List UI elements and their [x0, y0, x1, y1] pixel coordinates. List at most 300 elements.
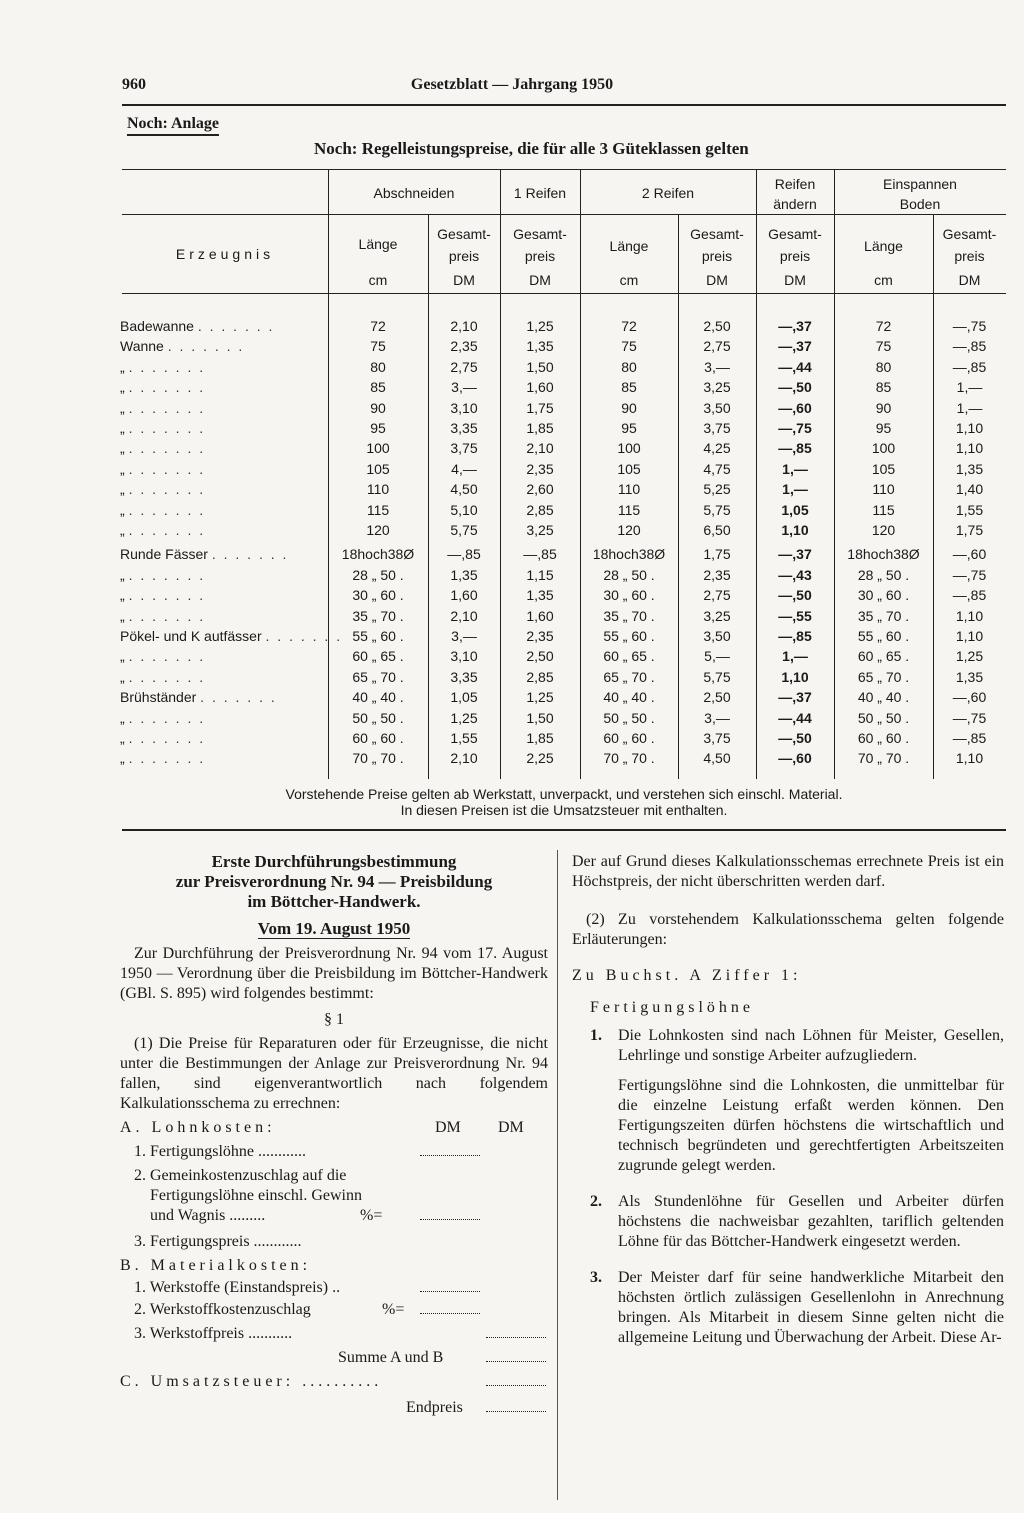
table-cell: 5,— [704, 648, 730, 665]
leader-dots: . . . . . . . [128, 481, 206, 498]
table-cell: —,37 [778, 689, 812, 706]
table-cell: 30 „ 60 . [352, 587, 404, 604]
table-cell: —,37 [778, 338, 812, 355]
table-cell: 95 [621, 420, 637, 436]
product-name: Runde Fässer [120, 546, 208, 563]
col-gesamtpreis-3 [678, 224, 756, 290]
table-cell: 65 „ 70 . [352, 668, 404, 685]
table-cell: 60 „ 60 . [857, 730, 910, 746]
table-cell: 2,50 [703, 318, 731, 334]
col-gesamtpreis-2 [500, 224, 580, 290]
header-rule [122, 104, 1006, 106]
table-cell: 65 „ 70 . [603, 668, 655, 685]
table-cell: 28 „ 50 . [857, 566, 910, 583]
table-cell: —,50 [778, 730, 812, 746]
calc-endpreis: Endpreis [406, 1399, 463, 1416]
leader-dots: . . . . . . . [128, 587, 206, 604]
leader-dots: . . . . . . . [265, 628, 343, 644]
table-cell: 70 „ 70 . [352, 750, 404, 767]
table-cell: 120 [366, 522, 390, 538]
calc-a3: 3. Fertigungspreis ............ [134, 1233, 302, 1250]
table-cell: 3,— [704, 709, 730, 726]
product-label [120, 379, 205, 395]
table-cell: 75 [370, 338, 386, 355]
hdr-dm: DM [529, 272, 551, 288]
table-cell: 3,35 [450, 668, 478, 685]
table-cell: 2,25 [526, 750, 554, 767]
fertigungsloehne-heading: Fertigungslöhne [590, 999, 754, 1016]
item-3-number: 3. [590, 1269, 602, 1286]
table-cell: 1,— [956, 379, 983, 396]
table-cell: 80 [875, 358, 892, 375]
leader-dots: . . . . . . . [211, 546, 289, 563]
product-label [120, 481, 205, 497]
table-cell: 1,25 [955, 648, 984, 665]
table-cell: 1,85 [526, 730, 554, 746]
product-label [120, 546, 288, 562]
table-cell: 1,05 [781, 501, 809, 518]
table-cell: 3,50 [703, 399, 731, 416]
table-cell: 110 [872, 481, 895, 498]
table-cell: 28 „ 50 . [352, 566, 404, 583]
table-cell: 1,— [956, 399, 983, 416]
product-name: „ [120, 730, 125, 746]
col-gesamtpreis-4 [756, 224, 834, 290]
leader-dots: . . . . . . . [128, 607, 206, 624]
hdr-gesamt: Gesamt- [942, 226, 997, 242]
calc-b2: 2. Werkstoffkostenzuschlag [134, 1301, 311, 1318]
item-2-text: Als Stundenlöhne für Gesellen und Arbeiter dürfen höchstens die nachweisbar gezahlten, tariflich geltenden Löhne für das Böttcher-Handwerk eingesetzt werden. [618, 1193, 1004, 1250]
table-cell: 40 „ 40 . [603, 689, 655, 706]
table-cell: 90 [875, 399, 892, 416]
table-cell: —,85 [952, 358, 987, 375]
product-name: „ [120, 399, 125, 416]
table-cell: 1,10 [955, 440, 984, 457]
paragraph-1: (1) Die Preise für Reparaturen oder für Erzeugnisse, die nicht unter die Bestimmungen der Anlage zur Preisverordnung Nr. 94 fallen, sind eigenverantwortlich nach folgendem Kalkulationsschema zu errechnen: [120, 1035, 548, 1112]
product-label [120, 750, 205, 766]
table-cell: —,60 [778, 750, 812, 767]
regulation-title [120, 852, 548, 912]
table-cell: 1,35 [526, 338, 554, 355]
product-label [120, 587, 205, 603]
table-cell: 2,35 [526, 460, 554, 477]
leader-dots: . . . . . . . [128, 460, 206, 477]
table-cell: 65 „ 70 . [857, 668, 910, 685]
table-cell: 1,60 [526, 379, 554, 396]
table-cell: —,37 [778, 318, 812, 334]
table-cell: 2,35 [450, 338, 478, 355]
table-cell: 72 [621, 318, 637, 334]
calc-a2-pct: %= [360, 1207, 383, 1224]
leader-dots: . . . . . . . [200, 689, 277, 706]
table-cell: 100 [366, 440, 390, 457]
right-column [572, 852, 1004, 1348]
leader-dots: . . . . . . . [128, 668, 206, 685]
table-cell: 30 „ 60 . [857, 587, 910, 604]
table-cell: 95 [370, 420, 386, 436]
product-label [120, 730, 205, 746]
product-name: „ [120, 750, 125, 767]
table-cell: 4,75 [703, 460, 731, 477]
table-cell: 1,55 [450, 730, 478, 746]
table-cell: 72 [875, 318, 892, 334]
calculation-scheme [120, 1114, 548, 1424]
hdr-gesamt: Gesamt- [690, 226, 744, 242]
regulation-date [120, 919, 548, 939]
hdr-preis: preis [701, 248, 733, 264]
table-top-rule [122, 169, 1006, 170]
table-cell: 60 „ 65 . [603, 648, 655, 665]
table-cell: 50 „ 50 . [857, 709, 910, 726]
calc-blank [420, 1279, 480, 1292]
leader-dots: . . . . . . . [128, 399, 206, 416]
leader-dots: . . . . . . . [128, 566, 206, 583]
table-cell: 2,85 [526, 501, 554, 518]
table-cell: —,37 [778, 546, 812, 563]
table-cell: 1,35 [955, 668, 984, 685]
table-cell: —,75 [952, 318, 987, 334]
section-separator [122, 829, 1006, 831]
table-cell: 60 „ 60 . [603, 730, 655, 746]
group-einspannen-line1: Einspannen [883, 176, 957, 192]
table-cell: 2,10 [450, 750, 478, 767]
table-cell: 60 „ 60 . [352, 730, 404, 746]
group-2-reifen: 2 Reifen [641, 185, 695, 201]
table-cell: 55 „ 60 . [352, 628, 404, 644]
table-cell: 85 [875, 379, 892, 396]
hdr-dm: DM [706, 272, 728, 288]
col-laenge-3: Länge [864, 238, 903, 254]
table-cell: —,50 [778, 379, 812, 396]
table-cell: 3,25 [703, 607, 731, 624]
item-1-number: 1. [590, 1027, 602, 1044]
table-cell: 120 [871, 522, 896, 538]
table-cell: 1,25 [526, 689, 554, 706]
col-erzeugnis: Erzeugnis [175, 246, 275, 262]
leader-dots: . . . . . . . [128, 648, 206, 665]
calc-b1: 1. Werkstoffe (Einstandspreis) .. [134, 1279, 341, 1296]
product-label [120, 318, 274, 334]
calc-blank [486, 1325, 546, 1338]
calc-blank [420, 1207, 480, 1220]
product-label [120, 502, 205, 518]
hdr-dm: DM [784, 272, 806, 288]
table-cell: 80 [621, 358, 637, 375]
product-label [120, 522, 205, 538]
product-label [120, 461, 205, 477]
table-group-rule [122, 214, 1006, 215]
group-reifen-aendern [756, 174, 834, 214]
table-cell: 1,60 [450, 587, 478, 604]
hdr-preis: preis [524, 248, 556, 264]
paragraph-sign: § 1 [324, 1011, 344, 1028]
table-cell: 3,50 [703, 628, 731, 644]
table-cell: —,85 [523, 546, 557, 563]
table-cell: 1,35 [450, 566, 478, 583]
calc-blank [486, 1349, 546, 1362]
leader-dots: . . . . . . . [128, 750, 206, 767]
calc-a-head: A. Lohnkosten: [120, 1119, 276, 1136]
right-paragraph-2: (2) Zu vorstehendem Kalkulationsschema gelten folgende Erläuterungen: [572, 911, 1004, 948]
product-name: Brühständer [120, 689, 197, 706]
calc-b-head: B. Materialkosten: [120, 1257, 312, 1274]
running-title: Gesetzblatt — Jahrgang 1950 [410, 76, 614, 93]
table-cell: 1,10 [781, 522, 809, 538]
item-1 [572, 1026, 1004, 1066]
calc-a2-2: Fertigungslöhne einschl. Gewinn [150, 1187, 362, 1204]
table-cell: 40 „ 40 . [352, 689, 404, 706]
product-name: „ [120, 420, 125, 436]
table-cell: 100 [871, 440, 896, 457]
table-cell: 2,60 [526, 481, 554, 498]
product-name: „ [120, 607, 125, 624]
table-cell: 55 „ 60 . [857, 628, 910, 644]
table-cell: 3,25 [703, 379, 731, 396]
table-cell: 6,50 [703, 522, 731, 538]
col-cm-3: cm [874, 272, 893, 288]
leader-dots: . . . . . . . [167, 338, 245, 355]
table-cell: 2,85 [526, 668, 554, 685]
table-header-rule [122, 293, 1006, 294]
table-cell: 55 „ 60 . [603, 628, 655, 644]
table-cell: 30 „ 60 . [603, 587, 655, 604]
calc-c-head: C. Umsatzsteuer: .......... [120, 1373, 383, 1390]
table-cell: 60 „ 65 . [857, 648, 910, 665]
table-cell: 3,35 [450, 420, 478, 436]
table-cell: 2,75 [703, 587, 731, 604]
table-cell: 35 „ 70 . [603, 607, 655, 624]
table-cell: 1,— [782, 460, 808, 477]
item-3 [572, 1268, 1004, 1348]
table-cell: 5,75 [450, 522, 478, 538]
table-cell: 1,75 [955, 522, 984, 538]
item-1-text: Die Lohnkosten sind nach Löhnen für Meister, Gesellen, Lehrlinge und sonstige Arbeiter aufzugliedern. [618, 1027, 1004, 1064]
table-cell: —,85 [952, 730, 987, 746]
table-cell: 1,25 [526, 318, 554, 334]
calc-blank [420, 1301, 480, 1314]
hdr-gesamt: Gesamt- [437, 226, 491, 242]
item-3-text: Der Meister darf für seine handwerkliche Mitarbeit den höchsten örtlich zulässigen Gesellenlohn in Anrechnung bringen. Als Mitarbeit in diesem Sinne gelten nicht die allgemeine Leitung und Überwachung der Arbeit. Diese Ar- [618, 1269, 1004, 1346]
table-cell: 5,25 [703, 481, 731, 498]
table-cell: —,50 [778, 587, 812, 604]
table-cell: 3,— [451, 628, 477, 644]
table-cell: 1,10 [955, 628, 984, 644]
table-cell: 3,— [451, 379, 477, 396]
table-cell: 70 „ 70 . [857, 750, 910, 767]
leader-dots: . . . . . . . [128, 440, 206, 457]
leader-dots: . . . . . . . [128, 358, 206, 375]
table-cell: 3,75 [703, 730, 731, 746]
leader-dots: . . . . . . . [128, 709, 206, 726]
table-cell: 3,75 [450, 440, 478, 457]
product-name: Pökel- und K autfässer [120, 628, 262, 644]
table-cell: 1,10 [955, 420, 984, 436]
product-name: „ [120, 648, 125, 665]
table-cell: 2,35 [703, 566, 731, 583]
leader-dots: . . . . . . . [128, 522, 206, 538]
table-cell: 115 [617, 501, 641, 518]
hdr-gesamt: Gesamt- [513, 226, 567, 242]
calc-b2-pct: %= [382, 1301, 405, 1318]
table-cell: 1,10 [955, 750, 984, 767]
table-cell: 110 [617, 481, 641, 498]
table-cell: 60 „ 65 . [352, 648, 404, 665]
table-cell: —,85 [447, 546, 481, 563]
left-column [120, 852, 548, 1424]
table-cell: 1,10 [781, 668, 809, 685]
calc-summe: Summe A und B [338, 1349, 444, 1366]
col-gesamtpreis-5 [933, 224, 1006, 290]
table-cell: 105 [617, 460, 641, 477]
table-cell: 100 [617, 440, 641, 457]
table-cell: —,75 [952, 566, 987, 583]
column-separator [557, 850, 558, 1500]
product-name: Wanne [120, 338, 164, 355]
table-cell: 35 „ 70 . [857, 607, 910, 624]
table-cell: 1,15 [526, 566, 554, 583]
leader-dots: . . . . . . . [128, 420, 206, 436]
page-number: 960 [122, 76, 146, 93]
group-einspannen-line2: Boden [899, 196, 941, 212]
table-cell: 120 [617, 522, 641, 538]
table-note-2: In diesen Preisen ist die Umsatzsteuer mit enthalten. [400, 802, 728, 818]
table-cell: 1,35 [955, 460, 984, 477]
table-cell: 40 „ 40 . [857, 689, 910, 706]
table-cell: 1,55 [955, 501, 984, 518]
col-laenge-2: Länge [609, 238, 649, 254]
product-label [120, 628, 342, 644]
table-cell: 3,10 [450, 399, 478, 416]
zu-buchst-heading: Zu Buchst. A Ziffer 1: [572, 967, 802, 984]
table-cell: 90 [621, 399, 637, 416]
group-reifen-aendern-line2: ändern [773, 196, 817, 212]
table-cell: 1,25 [450, 709, 478, 726]
hdr-preis: preis [448, 248, 480, 264]
table-cell: 95 [875, 420, 892, 436]
table-cell: 18hoch38Ø [592, 546, 666, 563]
hdr-gesamt: Gesamt- [768, 226, 822, 242]
title-line-3: im Böttcher-Handwerk. [247, 892, 421, 911]
right-paragraph-top: Der auf Grund dieses Kalkulationsschemas errechnete Preis ist ein Höchstpreis, der nicht überschritten werden darf. [572, 853, 1004, 890]
table-cell: —,60 [952, 689, 987, 706]
table-cell: 3,25 [526, 522, 554, 538]
intro-paragraph: Zur Durchführung der Preisverordnung Nr. 94 vom 17. August 1950 — Verordnung über die Preisbildung im Böttcher-Handwerk (GBl. S. 895) wird folgendes bestimmt: [120, 945, 548, 1002]
table-cell: 1,50 [526, 709, 554, 726]
item-1b [572, 1076, 1004, 1176]
product-name: „ [120, 460, 125, 477]
product-name: „ [120, 501, 125, 518]
calc-blank [486, 1373, 546, 1386]
table-cell: —,85 [778, 628, 812, 644]
table-cell: 1,10 [955, 607, 984, 624]
calc-dm-2: DM [498, 1119, 524, 1136]
title-line-1: Erste Durchführungsbestimmung [211, 852, 457, 871]
table-cell: 1,05 [450, 689, 478, 706]
item-1b-text: Fertigungslöhne sind die Lohnkosten, die unmittelbar für die einzelne Leistung erfaßt werden können. Den Fertigungszeiten dürfen höchstens die wirtschaftlich und technisch begründeten und gerechtfertigten Arbeitszeiten zugrunde gelegt werden. [618, 1077, 1004, 1174]
table-cell: —,55 [778, 607, 812, 624]
col-cm-2: cm [619, 272, 639, 288]
table-cell: 18hoch38Ø [847, 546, 920, 563]
noch-anlage-label: Noch: Anlage [127, 115, 219, 136]
calc-a2-1: 2. Gemeinkostenzuschlag auf die [134, 1167, 347, 1184]
table-cell: 115 [872, 501, 895, 518]
table-cell: —,75 [778, 420, 812, 436]
item-2-number: 2. [590, 1193, 602, 1210]
table-cell: 1,— [782, 648, 808, 665]
table-cell: 75 [621, 338, 637, 355]
product-name: „ [120, 358, 125, 375]
product-name: „ [120, 566, 125, 583]
table-cell: 18hoch38Ø [341, 546, 415, 563]
table-cell: 1,75 [703, 546, 731, 563]
table-cell: 85 [370, 379, 386, 396]
table-cell: 1,75 [526, 399, 554, 416]
table-cell: 3,— [704, 358, 730, 375]
table-cell: 5,75 [703, 501, 731, 518]
table-cell: 75 [875, 338, 892, 355]
table-cell: 4,50 [450, 481, 478, 498]
table-cell: 1,40 [955, 481, 984, 498]
table-cell: 1,60 [526, 607, 554, 624]
calc-a1: 1. Fertigungslöhne ............ [134, 1143, 306, 1160]
table-title: Noch: Regelleistungspreise, die für alle 3 Güteklassen gelten [314, 139, 749, 158]
table-cell: 3,10 [450, 648, 478, 665]
table-note-1: Vorstehende Preise gelten ab Werkstatt, unverpackt, und verstehen sich einschl. Material. [285, 786, 843, 802]
table-cell: 70 „ 70 . [603, 750, 655, 767]
product-label [120, 710, 205, 726]
leader-dots: . . . . . . . [128, 379, 206, 396]
product-label [120, 359, 205, 375]
group-reifen-aendern-line1: Reifen [774, 176, 816, 192]
leader-dots: . . . . . . . [128, 730, 206, 746]
hdr-preis: preis [779, 248, 811, 264]
product-name: „ [120, 709, 125, 726]
hdr-dm: DM [453, 272, 475, 288]
product-name: „ [120, 587, 125, 604]
table-cell: 110 [366, 481, 390, 498]
calc-b3: 3. Werkstoffpreis ........... [134, 1325, 293, 1342]
table-cell: 1,85 [526, 420, 554, 436]
table-cell: 2,35 [526, 628, 554, 644]
table-cell: 4,50 [703, 750, 731, 767]
product-label [120, 567, 205, 583]
hdr-dm: DM [958, 272, 981, 288]
table-cell: 4,— [451, 460, 477, 477]
table-cell: 2,10 [450, 318, 478, 334]
table-cell: 28 „ 50 . [603, 566, 655, 583]
col-cm-1: cm [368, 272, 388, 288]
product-name: „ [120, 481, 125, 498]
product-label [120, 420, 205, 436]
table-cell: 2,10 [526, 440, 554, 457]
title-line-2: zur Preisverordnung Nr. 94 — Preisbildung [175, 872, 493, 891]
table-cell: —,44 [778, 358, 812, 375]
table-cell: 2,75 [450, 358, 478, 375]
product-name: „ [120, 379, 125, 396]
table-cell: 105 [871, 460, 896, 477]
product-name: „ [120, 440, 125, 457]
calc-a2-3: und Wagnis ......... [150, 1207, 266, 1224]
table-cell: 2,10 [450, 607, 478, 624]
product-name: „ [120, 668, 125, 685]
group-einspannen [834, 174, 1006, 214]
table-cell: 105 [366, 460, 390, 477]
hdr-preis: preis [954, 248, 985, 264]
group-1-reifen: 1 Reifen [513, 185, 567, 201]
product-label [120, 669, 205, 685]
table-cell: 80 [370, 358, 386, 375]
table-cell: 1,35 [526, 587, 554, 604]
